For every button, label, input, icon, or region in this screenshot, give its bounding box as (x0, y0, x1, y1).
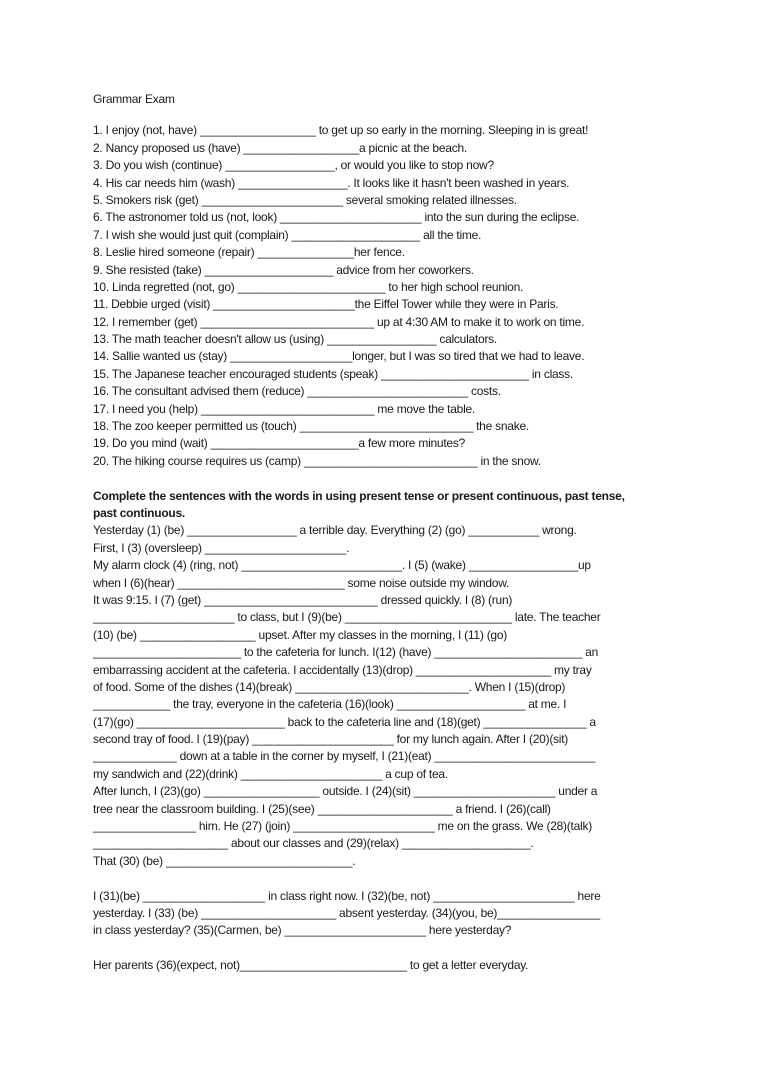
story-line-10: of food. Some of the dishes (14)(break) ___________________________. When I (15)(drop) (93, 679, 566, 694)
part3-line-1: I (31)(be) ___________________ in class right now. I (32)(be, not) ______________________ here (93, 888, 601, 903)
story-line-17: tree near the classroom building. I (25)(see) _____________________ a friend. I (26)(call) (93, 801, 551, 816)
exercise-item-13: 13. The math teacher doesn't allow us (using) _________________ calculators. (93, 332, 498, 347)
exercise-item-11: 11. Debbie urged (visit) ______________________the Eiffel Tower while they were in Paris. (93, 297, 559, 312)
exercise-item-1: 1. I enjoy (not, have) __________________ to get up so early in the morning. Sleeping in is great! (93, 123, 589, 138)
exercise-item-9: 9. She resisted (take) ____________________ advice from her coworkers. (93, 262, 474, 277)
exercise-item-20: 20. The hiking course requires us (camp) ___________________________ in the snow. (93, 453, 541, 468)
section-spacer (93, 870, 673, 887)
story-line-11: ____________ the tray, everyone in the cafeteria (16)(look) ____________________ at me. I (93, 697, 567, 712)
exercise-item-14: 14. Sallie wanted us (stay) ___________________longer, but I was so tired that we had to leave. (93, 349, 585, 364)
part2-section (93, 488, 673, 871)
exercise-item-4: 4. His car needs him (wash) _________________. It looks like it hasn't been washed in years. (93, 175, 570, 190)
story-line-1: Yesterday (1) (be) _________________ a terrible day. Everything (2) (go) ___________ wrong. (93, 523, 577, 538)
story-line-7: (10) (be) __________________ upset. After my classes in the morning, I (11) (go) (93, 627, 508, 642)
exam-title: Grammar Exam (93, 92, 175, 106)
story-line-13: second tray of food. I (19)(pay) ______________________ for my lunch again. After I (20)(sit) (93, 732, 569, 747)
exercise-item-5: 5. Smokers risk (get) ______________________ several smoking related illnesses. (93, 192, 517, 207)
section-spacer (93, 470, 673, 487)
part1-exercise-list (93, 122, 673, 470)
story-line-2: First, I (3) (oversleep) ______________________. (93, 540, 350, 555)
story-line-18: ________________ him. He (27) (join) ______________________ me on the grass. We (28)(talk) (93, 819, 592, 834)
story-line-3: My alarm clock (4) (ring, not) _________________________. I (5) (wake) _________________up (93, 558, 591, 573)
exercise-item-8: 8. Leslie hired someone (repair) _______________her fence. (93, 245, 405, 260)
exercise-item-6: 6. The astronomer told us (not, look) ______________________ into the sun during the eclipse. (93, 210, 580, 225)
exercise-item-3: 3. Do you wish (continue) _________________, or would you like to stop now? (93, 158, 494, 173)
exercise-item-17: 17. I need you (help) ___________________________ me move the table. (93, 401, 475, 416)
story-line-8: _______________________ to the cafeteria for lunch. I(12) (have) _______________________ an (93, 645, 599, 660)
section-spacer (93, 940, 673, 957)
exercise-item-16: 16. The consultant advised them (reduce) _________________________ costs. (93, 384, 501, 399)
exercise-item-7: 7. I wish she would just quit (complain) ____________________ all the time. (93, 227, 482, 242)
story-line-16: After lunch, I (23)(go) __________________ outside. I (24)(sit) ______________________ under a (93, 784, 598, 799)
story-line-19: _____________________ about our classes and (29)(relax) ____________________. (93, 836, 534, 851)
exam-document (93, 91, 673, 975)
story-line-12: (17)(go) _______________________ back to the cafeteria line and (18)(get) ________________ a (93, 714, 596, 729)
story-line-4: when I (6)(hear) __________________________ some noise outside my window. (93, 575, 510, 590)
part2-heading-line-2: past continuous. (93, 505, 185, 520)
story-line-14: _____________ down at a table in the corner by myself, I (21)(eat) _________________________ (93, 749, 596, 764)
exercise-item-12: 12. I remember (get) ___________________________ up at 4:30 AM to make it to work on time. (93, 314, 585, 329)
exercise-item-2: 2. Nancy proposed us (have) __________________a picnic at the beach. (93, 140, 467, 155)
exercise-item-18: 18. The zoo keeper permitted us (touch) ___________________________ the snake. (93, 419, 529, 434)
part3-line-3: in class yesterday? (35)(Carmen, be) ______________________ here yesterday? (93, 923, 512, 938)
story-line-9: embarrassing accident at the cafeteria. I accidentally (13)(drop) _____________________ my tray (93, 662, 592, 677)
exercise-item-10: 10. Linda regretted (not, go) _______________________ to her high school reunion. (93, 279, 524, 294)
exercise-item-15: 15. The Japanese teacher encouraged students (speak) _______________________ in class. (93, 366, 573, 381)
part3-section (93, 888, 673, 940)
story-line-5: It was 9:15. I (7) (get) ___________________________ dressed quickly. I (8) (run) (93, 592, 513, 607)
exercise-item-19: 19. Do you mind (wait) _______________________a few more minutes? (93, 436, 466, 451)
story-line-20: That (30) (be) _____________________________. (93, 853, 356, 868)
part4-line: Her parents (36)(expect, not)__________________________ to get a letter everyday. (93, 958, 529, 973)
part3-line-2: yesterday. I (33) (be) _____________________ absent yesterday. (34)(you, be)________________ (93, 905, 600, 920)
part2-heading-line-1: Complete the sentences with the words in using present tense or present continuous, past tense, (93, 488, 625, 503)
story-line-6: ______________________ to class, but I (9)(be) __________________________ late. The teacher (93, 610, 601, 625)
story-line-15: my sandwich and (22)(drink) ______________________ a cup of tea. (93, 766, 448, 781)
